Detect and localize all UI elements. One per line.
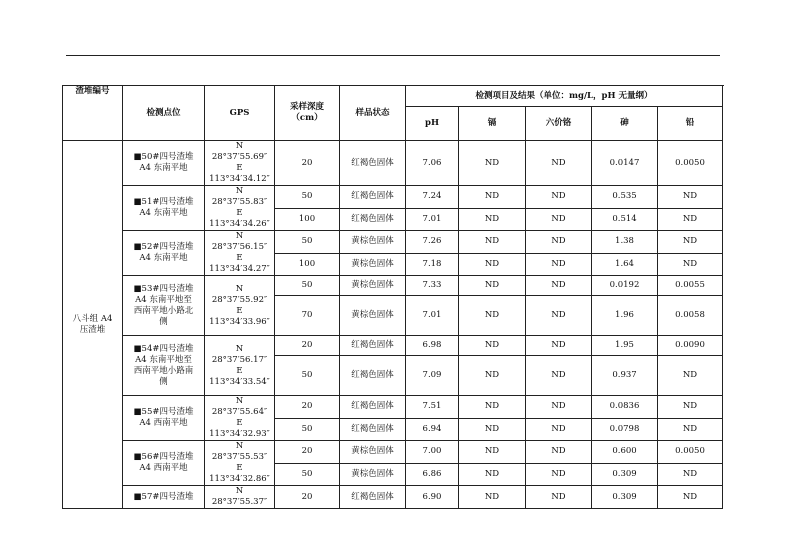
chromium-vi-cell: ND — [526, 231, 592, 254]
chromium-vi-cell: ND — [526, 486, 592, 509]
lead-cell: ND — [658, 396, 723, 419]
arsenic-cell: 0.600 — [592, 441, 658, 464]
lead-cell: ND — [658, 208, 723, 231]
arsenic-cell: 1.96 — [592, 296, 658, 336]
ph-cell: 7.24 — [406, 186, 459, 209]
cadmium-cell: ND — [459, 296, 526, 336]
arsenic-cell: 0.514 — [592, 208, 658, 231]
gps-cell: N 28°37′56.15″ E 113°34′34.27″ — [205, 231, 275, 276]
table-row — [63, 276, 723, 296]
state-cell: 红褐色固体 — [340, 356, 406, 396]
location-cell: ■56#四号渣堆 A4 西南平地 — [123, 441, 205, 486]
cadmium-cell: ND — [459, 486, 526, 509]
cadmium-cell: ND — [459, 441, 526, 464]
cadmium-cell: ND — [459, 231, 526, 254]
arsenic-cell: 0.937 — [592, 356, 658, 396]
location-cell: ■50#四号渣堆 A4 东南平地 — [123, 141, 205, 186]
state-cell: 红褐色固体 — [340, 486, 406, 509]
header-analyte-arsenic: 砷 — [592, 107, 658, 141]
state-cell: 红褐色固体 — [340, 336, 406, 356]
arsenic-cell: 0.0798 — [592, 418, 658, 441]
header-gps: GPS — [205, 86, 275, 141]
depth-cell: 50 — [275, 418, 340, 441]
gps-cell: N 28°37′55.83″ E 113°34′34.26″ — [205, 186, 275, 231]
chromium-vi-cell: ND — [526, 208, 592, 231]
state-cell: 黄棕色固体 — [340, 253, 406, 276]
depth-cell: 50 — [275, 276, 340, 296]
state-cell: 红褐色固体 — [340, 141, 406, 186]
location-cell: ■51#四号渣堆 A4 东南平地 — [123, 186, 205, 231]
gps-cell: N 28°37′55.53″ E 113°34′32.86″ — [205, 441, 275, 486]
cadmium-cell: ND — [459, 208, 526, 231]
cadmium-cell: ND — [459, 276, 526, 296]
table-row — [63, 486, 723, 509]
ph-cell: 7.09 — [406, 356, 459, 396]
lead-cell: ND — [658, 186, 723, 209]
chromium-vi-cell: ND — [526, 463, 592, 486]
header-point: 检测点位 — [123, 86, 205, 141]
results-body — [63, 141, 723, 509]
header-dump-id: 渣堆编号 — [63, 86, 123, 141]
state-cell: 红褐色固体 — [340, 396, 406, 419]
lead-cell: 0.0055 — [658, 276, 723, 296]
lead-cell: 0.0050 — [658, 441, 723, 464]
ph-cell: 7.01 — [406, 296, 459, 336]
ph-cell: 6.90 — [406, 486, 459, 509]
depth-cell: 20 — [275, 336, 340, 356]
ph-cell: 7.26 — [406, 231, 459, 254]
chromium-vi-cell: ND — [526, 296, 592, 336]
table-row — [63, 231, 723, 254]
lead-cell: 0.0090 — [658, 336, 723, 356]
depth-cell: 50 — [275, 186, 340, 209]
arsenic-cell: 1.38 — [592, 231, 658, 254]
chromium-vi-cell: ND — [526, 276, 592, 296]
chromium-vi-cell: ND — [526, 141, 592, 186]
arsenic-cell: 1.95 — [592, 336, 658, 356]
location-cell: ■52#四号渣堆 A4 东南平地 — [123, 231, 205, 276]
header-analyte-chromium-vi: 六价铬 — [526, 107, 592, 141]
depth-cell: 20 — [275, 141, 340, 186]
chromium-vi-cell: ND — [526, 396, 592, 419]
state-cell: 红褐色固体 — [340, 208, 406, 231]
location-cell: ■57#四号渣堆 — [123, 486, 205, 509]
cadmium-cell: ND — [459, 253, 526, 276]
header-analyte-cadmium: 镉 — [459, 107, 526, 141]
arsenic-cell: 0.535 — [592, 186, 658, 209]
state-cell: 黄棕色固体 — [340, 276, 406, 296]
ph-cell: 7.06 — [406, 141, 459, 186]
gps-cell: N 28°37′55.69″ E 113°34′34.12″ — [205, 141, 275, 186]
gps-cell: N 28°37′56.17″ E 113°34′33.54″ — [205, 336, 275, 396]
depth-cell: 100 — [275, 253, 340, 276]
depth-cell: 50 — [275, 463, 340, 486]
arsenic-cell: 0.0192 — [592, 276, 658, 296]
cadmium-cell: ND — [459, 463, 526, 486]
chromium-vi-cell: ND — [526, 356, 592, 396]
state-cell: 黄棕色固体 — [340, 231, 406, 254]
depth-cell: 20 — [275, 486, 340, 509]
depth-cell: 20 — [275, 441, 340, 464]
ph-cell: 7.33 — [406, 276, 459, 296]
cadmium-cell: ND — [459, 356, 526, 396]
lead-cell: ND — [658, 356, 723, 396]
depth-cell: 50 — [275, 356, 340, 396]
arsenic-cell: 0.309 — [592, 463, 658, 486]
ph-cell: 7.51 — [406, 396, 459, 419]
header-results: 检测项目及结果（单位：mg/L，pH 无量纲） — [406, 86, 723, 107]
cadmium-cell: ND — [459, 141, 526, 186]
ph-cell: 6.94 — [406, 418, 459, 441]
arsenic-cell: 1.64 — [592, 253, 658, 276]
lead-cell: ND — [658, 463, 723, 486]
table-row — [63, 336, 723, 356]
location-cell: ■54#四号渣堆 A4 东南平地至 西南平地小路南 侧 — [123, 336, 205, 396]
header-state: 样品状态 — [340, 86, 406, 141]
header-depth: 采样深度 （cm） — [275, 86, 340, 141]
gps-cell: N 28°37′55.92″ E 113°34′33.96″ — [205, 276, 275, 336]
state-cell: 黄棕色固体 — [340, 296, 406, 336]
cadmium-cell: ND — [459, 418, 526, 441]
lead-cell: ND — [658, 486, 723, 509]
depth-cell: 70 — [275, 296, 340, 336]
table-row — [63, 141, 723, 186]
chromium-vi-cell: ND — [526, 418, 592, 441]
lead-cell: ND — [658, 418, 723, 441]
lead-cell: ND — [658, 231, 723, 254]
state-cell: 红褐色固体 — [340, 186, 406, 209]
cadmium-cell: ND — [459, 336, 526, 356]
chromium-vi-cell: ND — [526, 186, 592, 209]
cadmium-cell: ND — [459, 396, 526, 419]
arsenic-cell: 0.0147 — [592, 141, 658, 186]
state-cell: 黄棕色固体 — [340, 441, 406, 464]
lead-cell: 0.0050 — [658, 141, 723, 186]
arsenic-cell: 0.0836 — [592, 396, 658, 419]
state-cell: 红褐色固体 — [340, 418, 406, 441]
lead-cell: 0.0058 — [658, 296, 723, 336]
depth-cell: 20 — [275, 396, 340, 419]
table-row — [63, 396, 723, 419]
group-label: 八斗组 A4 压渣堆 — [63, 141, 123, 509]
cadmium-cell: ND — [459, 186, 526, 209]
lead-cell: ND — [658, 253, 723, 276]
location-cell: ■53#四号渣堆 A4 东南平地至 西南平地小路北 侧 — [123, 276, 205, 336]
arsenic-cell: 0.309 — [592, 486, 658, 509]
ph-cell: 6.86 — [406, 463, 459, 486]
state-cell: 黄棕色固体 — [340, 463, 406, 486]
ph-cell: 6.98 — [406, 336, 459, 356]
header-rule — [66, 55, 720, 56]
depth-cell: 50 — [275, 231, 340, 254]
results-table — [62, 85, 723, 509]
chromium-vi-cell: ND — [526, 441, 592, 464]
table-row — [63, 186, 723, 209]
table-row — [63, 441, 723, 464]
depth-cell: 100 — [275, 208, 340, 231]
chromium-vi-cell: ND — [526, 336, 592, 356]
chromium-vi-cell: ND — [526, 253, 592, 276]
ph-cell: 7.00 — [406, 441, 459, 464]
header-analyte-lead: 铅 — [658, 107, 723, 141]
location-cell: ■55#四号渣堆 A4 西南平地 — [123, 396, 205, 441]
ph-cell: 7.18 — [406, 253, 459, 276]
gps-cell: N 28°37′55.64″ E 113°34′32.93″ — [205, 396, 275, 441]
gps-cell: N 28°37′55.37″ — [205, 486, 275, 509]
header-analyte-ph: pH — [406, 107, 459, 141]
ph-cell: 7.01 — [406, 208, 459, 231]
